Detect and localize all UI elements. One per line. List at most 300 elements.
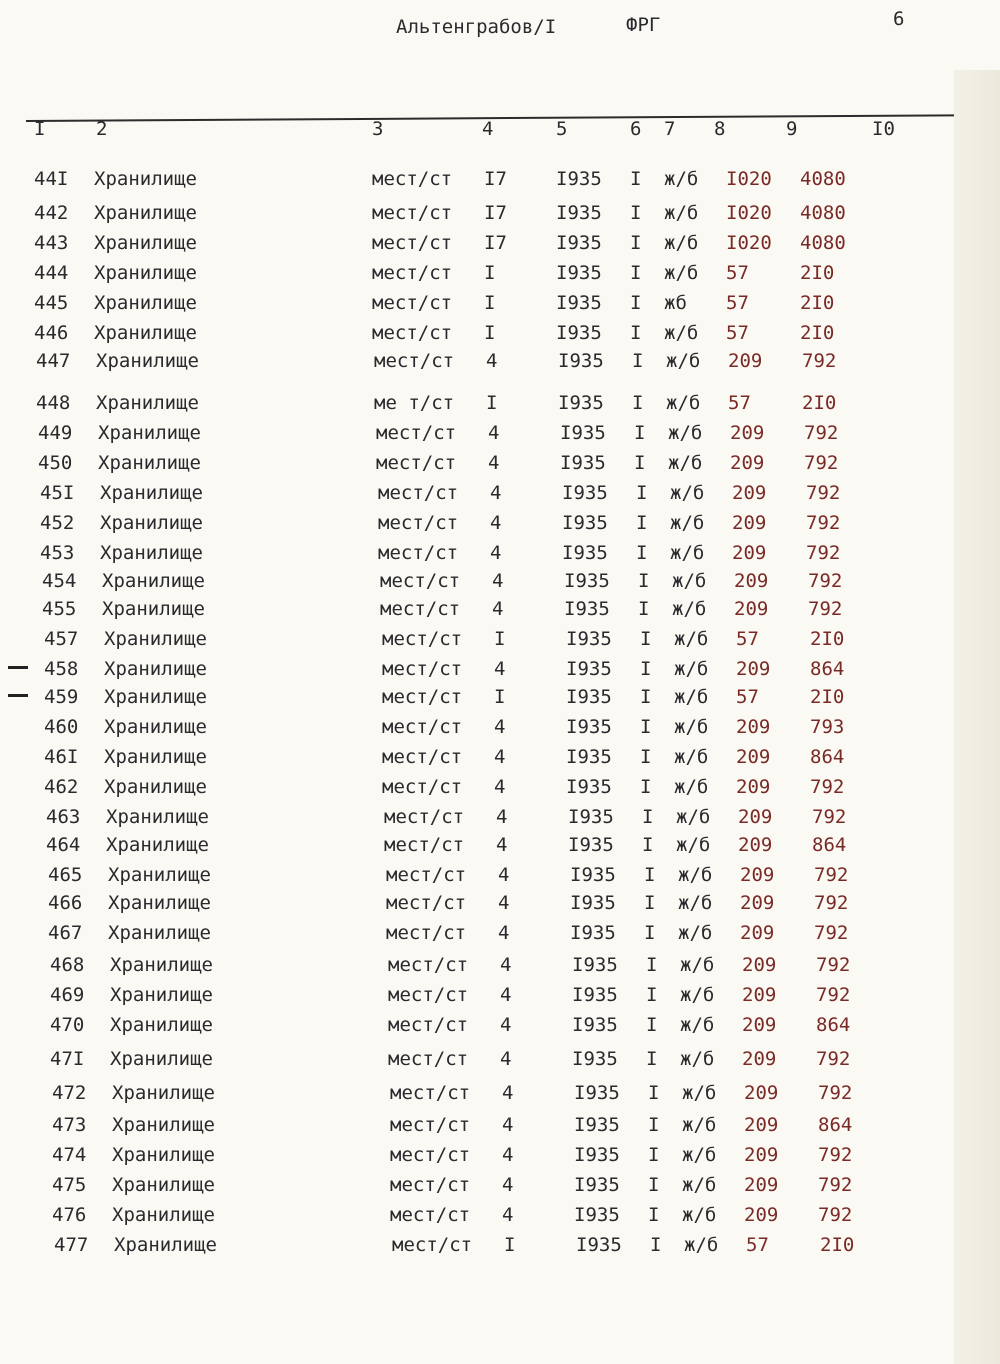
value-a: I020: [726, 232, 772, 254]
material: ж/б: [674, 776, 709, 798]
column-header: 3: [372, 118, 384, 140]
category: мест/ст: [378, 542, 459, 564]
value-a: 57: [728, 392, 751, 414]
quantity: 4: [502, 1204, 514, 1226]
class: I: [632, 392, 644, 414]
category: мест/ст: [384, 834, 465, 856]
quantity: I7: [484, 168, 507, 190]
category: мест/ст: [390, 1144, 471, 1166]
category: мест/ст: [382, 686, 463, 708]
value-b: 2I0: [820, 1234, 855, 1256]
row-number: 45I: [40, 482, 75, 504]
quantity: 4: [500, 1048, 512, 1070]
material: ж/б: [676, 806, 711, 828]
material: ж/б: [674, 746, 709, 768]
row-number: 453: [40, 542, 75, 564]
class: I: [630, 262, 642, 284]
value-b: 2I0: [800, 292, 835, 314]
class: I: [630, 202, 642, 224]
class: I: [646, 984, 658, 1006]
year: I935: [556, 202, 602, 224]
class: I: [648, 1082, 660, 1104]
class: I: [646, 1048, 658, 1070]
year: I935: [566, 716, 612, 738]
row-number: 455: [42, 598, 77, 620]
year: I935: [574, 1082, 620, 1104]
table-row: [52, 1082, 952, 1108]
row-number: 446: [34, 322, 69, 344]
value-a: 209: [744, 1174, 779, 1196]
value-b: 2I0: [800, 322, 835, 344]
value-b: 792: [802, 350, 837, 372]
quantity: I: [494, 628, 506, 650]
value-b: 792: [818, 1174, 853, 1196]
class: I: [646, 1014, 658, 1036]
value-b: 792: [818, 1204, 853, 1226]
year: I935: [574, 1204, 620, 1226]
row-number: 462: [44, 776, 79, 798]
class: I: [640, 628, 652, 650]
value-b: 792: [818, 1082, 853, 1104]
year: I935: [558, 392, 604, 414]
page-number: 6: [893, 8, 905, 30]
class: I: [648, 1114, 660, 1136]
material: ж/б: [684, 1234, 719, 1256]
object-name: Хранилище: [98, 452, 201, 474]
value-a: I020: [726, 202, 772, 224]
row-number: 458: [44, 658, 79, 680]
object-name: Хранилище: [104, 746, 207, 768]
class: I: [644, 864, 656, 886]
row-number: 466: [48, 892, 83, 914]
value-a: 209: [740, 864, 775, 886]
class: I: [640, 686, 652, 708]
year: I935: [570, 892, 616, 914]
material: ж/б: [672, 598, 707, 620]
year: I935: [574, 1114, 620, 1136]
quantity: 4: [492, 598, 504, 620]
year: I935: [556, 322, 602, 344]
quantity: 4: [494, 746, 506, 768]
table-row: [52, 1174, 952, 1200]
column-header: 8: [714, 118, 726, 140]
value-a: I020: [726, 168, 772, 190]
value-a: 209: [742, 954, 777, 976]
quantity: 4: [502, 1174, 514, 1196]
quantity: 4: [494, 658, 506, 680]
year: I935: [572, 954, 618, 976]
year: I935: [560, 422, 606, 444]
class: I: [644, 892, 656, 914]
category: мест/ст: [382, 776, 463, 798]
material: ж/б: [676, 834, 711, 856]
column-header: 7: [664, 118, 676, 140]
object-name: Хранилище: [100, 512, 203, 534]
year: I935: [566, 746, 612, 768]
quantity: I: [484, 322, 496, 344]
value-a: 57: [736, 628, 759, 650]
year: I935: [564, 598, 610, 620]
class: I: [650, 1234, 662, 1256]
value-b: 792: [808, 570, 843, 592]
table-row: [34, 262, 934, 288]
class: I: [648, 1204, 660, 1226]
category: мест/ст: [372, 232, 453, 254]
table-row: [50, 954, 950, 980]
column-header: 5: [556, 118, 568, 140]
year: I935: [566, 628, 612, 650]
object-name: Хранилище: [104, 776, 207, 798]
class: I: [646, 954, 658, 976]
category: мест/ст: [372, 202, 453, 224]
year: I935: [556, 232, 602, 254]
class: I: [634, 452, 646, 474]
class: I: [640, 776, 652, 798]
table-row: [40, 542, 940, 568]
quantity: I: [484, 292, 496, 314]
row-number: 457: [44, 628, 79, 650]
value-a: 57: [726, 292, 749, 314]
class: I: [638, 570, 650, 592]
object-name: Хранилище: [94, 262, 197, 284]
value-b: 792: [804, 422, 839, 444]
row-number: 464: [46, 834, 81, 856]
column-header: I: [34, 118, 46, 140]
object-name: Хранилище: [94, 202, 197, 224]
class: I: [644, 922, 656, 944]
year: I935: [556, 168, 602, 190]
quantity: 4: [494, 776, 506, 798]
object-name: Хранилище: [106, 834, 209, 856]
row-number: 474: [52, 1144, 87, 1166]
value-b: 2I0: [810, 686, 845, 708]
material: ж/б: [664, 232, 699, 254]
table-row: [34, 202, 934, 228]
year: I935: [556, 292, 602, 314]
category: мест/ст: [382, 628, 463, 650]
material: ж/б: [664, 322, 699, 344]
value-a: 209: [730, 452, 765, 474]
class: I: [630, 322, 642, 344]
value-b: 792: [814, 864, 849, 886]
quantity: I: [504, 1234, 516, 1256]
value-a: 57: [736, 686, 759, 708]
object-name: Хранилище: [108, 864, 211, 886]
row-number: 472: [52, 1082, 87, 1104]
class: I: [648, 1174, 660, 1196]
object-name: Хранилище: [110, 954, 213, 976]
country-label: ФРГ: [626, 14, 661, 36]
year: I935: [564, 570, 610, 592]
class: I: [636, 512, 648, 534]
table-row: [34, 232, 934, 258]
row-number: 452: [40, 512, 75, 534]
quantity: 4: [502, 1082, 514, 1104]
quantity: 4: [486, 350, 498, 372]
column-header: 9: [786, 118, 798, 140]
material: ж/б: [664, 202, 699, 224]
column-header: 4: [482, 118, 494, 140]
year: I935: [566, 686, 612, 708]
object-name: Хранилище: [102, 598, 205, 620]
year: I935: [568, 806, 614, 828]
class: I: [638, 598, 650, 620]
year: I935: [572, 984, 618, 1006]
material: ж/б: [674, 716, 709, 738]
class: I: [642, 834, 654, 856]
quantity: I: [484, 262, 496, 284]
table-row: [34, 322, 934, 348]
table-row: [44, 686, 944, 712]
value-a: 209: [744, 1114, 779, 1136]
row-number: 463: [46, 806, 81, 828]
object-name: Хранилище: [96, 392, 199, 414]
quantity: I: [486, 392, 498, 414]
value-a: 209: [734, 570, 769, 592]
margin-mark: [8, 666, 28, 669]
row-number: 447: [36, 350, 71, 372]
object-name: Хранилище: [110, 1014, 213, 1036]
object-name: Хранилище: [104, 686, 207, 708]
row-number: 477: [54, 1234, 89, 1256]
row-number: 448: [36, 392, 71, 414]
table-row: [48, 864, 948, 890]
class: I: [640, 716, 652, 738]
row-number: 442: [34, 202, 69, 224]
quantity: I: [494, 686, 506, 708]
material: ж/б: [672, 570, 707, 592]
class: I: [642, 806, 654, 828]
value-b: 792: [816, 954, 851, 976]
object-name: Хранилище: [108, 892, 211, 914]
material: ж/б: [664, 168, 699, 190]
category: мест/ст: [384, 806, 465, 828]
material: ж/б: [680, 1048, 715, 1070]
table-row: [36, 350, 936, 376]
year: I935: [570, 922, 616, 944]
row-number: 445: [34, 292, 69, 314]
table-row: [48, 892, 948, 918]
material: ж/б: [678, 922, 713, 944]
row-number: 470: [50, 1014, 85, 1036]
value-b: 792: [816, 984, 851, 1006]
table-row: [38, 422, 938, 448]
value-b: 792: [806, 542, 841, 564]
value-b: 792: [806, 512, 841, 534]
material: ж/б: [664, 262, 699, 284]
value-a: 209: [734, 598, 769, 620]
table-row: [44, 658, 944, 684]
object-name: Хранилище: [94, 168, 197, 190]
margin-mark: [8, 694, 28, 697]
material: ж/б: [680, 1014, 715, 1036]
object-name: Хранилище: [104, 716, 207, 738]
value-b: 2I0: [800, 262, 835, 284]
location-title: Альтенграбов/I: [396, 16, 557, 38]
category: мест/ст: [374, 350, 455, 372]
class: I: [636, 542, 648, 564]
material: ж/б: [682, 1082, 717, 1104]
year: I935: [576, 1234, 622, 1256]
category: мест/ст: [390, 1204, 471, 1226]
year: I935: [556, 262, 602, 284]
material: ж/б: [682, 1144, 717, 1166]
value-b: 2I0: [802, 392, 837, 414]
quantity: 4: [496, 806, 508, 828]
category: мест/ст: [388, 1014, 469, 1036]
table-row: [44, 716, 944, 742]
value-a: 209: [730, 422, 765, 444]
row-number: 46I: [44, 746, 79, 768]
row-number: 443: [34, 232, 69, 254]
value-a: 209: [732, 512, 767, 534]
object-name: Хранилище: [112, 1082, 215, 1104]
value-b: 792: [816, 1048, 851, 1070]
value-b: 793: [810, 716, 845, 738]
object-name: Хранилище: [112, 1144, 215, 1166]
value-a: 209: [740, 922, 775, 944]
value-a: 209: [744, 1082, 779, 1104]
value-a: 209: [742, 1014, 777, 1036]
row-number: 473: [52, 1114, 87, 1136]
material: ж/б: [670, 482, 705, 504]
table-row: [50, 1048, 950, 1074]
material: ж/б: [678, 864, 713, 886]
value-b: 792: [810, 776, 845, 798]
table-row: [54, 1234, 954, 1260]
value-b: 792: [818, 1144, 853, 1166]
quantity: 4: [502, 1114, 514, 1136]
value-b: 2I0: [810, 628, 845, 650]
year: I935: [562, 512, 608, 534]
row-number: 449: [38, 422, 73, 444]
value-a: 209: [742, 1048, 777, 1070]
material: жб: [664, 292, 687, 314]
quantity: 4: [488, 422, 500, 444]
object-name: Хранилище: [110, 1048, 213, 1070]
category: мест/ст: [382, 746, 463, 768]
category: мест/ст: [382, 658, 463, 680]
object-name: Хранилище: [112, 1204, 215, 1226]
class: I: [640, 658, 652, 680]
table-row: [46, 834, 946, 860]
category: мест/ст: [390, 1174, 471, 1196]
value-a: 209: [736, 746, 771, 768]
quantity: 4: [498, 922, 510, 944]
value-a: 209: [736, 776, 771, 798]
value-b: 864: [812, 834, 847, 856]
object-name: Хранилище: [94, 232, 197, 254]
category: мест/ст: [388, 984, 469, 1006]
category: мест/ст: [372, 168, 453, 190]
year: I935: [570, 864, 616, 886]
value-b: 864: [818, 1114, 853, 1136]
material: ж/б: [682, 1114, 717, 1136]
table-row: [34, 292, 934, 318]
value-a: 209: [732, 482, 767, 504]
category: мест/ст: [378, 512, 459, 534]
quantity: 4: [500, 954, 512, 976]
column-header: I0: [872, 118, 895, 140]
quantity: 4: [500, 1014, 512, 1036]
category: ме т/ст: [374, 392, 455, 414]
category: мест/ст: [386, 892, 467, 914]
category: мест/ст: [372, 262, 453, 284]
object-name: Хранилище: [110, 984, 213, 1006]
row-number: 467: [48, 922, 83, 944]
value-b: 792: [814, 892, 849, 914]
year: I935: [568, 834, 614, 856]
table-row: [50, 984, 950, 1010]
object-name: Хранилище: [94, 322, 197, 344]
quantity: 4: [494, 716, 506, 738]
material: ж/б: [668, 452, 703, 474]
table-row: [40, 512, 940, 538]
value-b: 792: [804, 452, 839, 474]
value-a: 57: [726, 322, 749, 344]
class: I: [630, 232, 642, 254]
object-name: Хранилище: [112, 1174, 215, 1196]
material: ж/б: [666, 350, 701, 372]
table-row: [52, 1114, 952, 1140]
material: ж/б: [670, 512, 705, 534]
object-name: Хранилище: [108, 922, 211, 944]
value-a: 209: [742, 984, 777, 1006]
material: ж/б: [674, 686, 709, 708]
row-number: 454: [42, 570, 77, 592]
quantity: 4: [502, 1144, 514, 1166]
value-b: 792: [814, 922, 849, 944]
year: I935: [574, 1174, 620, 1196]
object-name: Хранилище: [104, 658, 207, 680]
object-name: Хранилище: [100, 542, 203, 564]
quantity: 4: [490, 512, 502, 534]
table-row: [44, 776, 944, 802]
category: мест/ст: [372, 322, 453, 344]
quantity: 4: [500, 984, 512, 1006]
material: ж/б: [680, 984, 715, 1006]
table-row: [48, 922, 948, 948]
category: мест/ст: [386, 922, 467, 944]
category: мест/ст: [380, 598, 461, 620]
row-number: 476: [52, 1204, 87, 1226]
table-row: [52, 1204, 952, 1230]
quantity: 4: [498, 892, 510, 914]
column-header: 6: [630, 118, 642, 140]
material: ж/б: [674, 628, 709, 650]
value-b: 864: [810, 658, 845, 680]
category: мест/ст: [382, 716, 463, 738]
quantity: 4: [490, 482, 502, 504]
category: мест/ст: [376, 452, 457, 474]
table-row: [50, 1014, 950, 1040]
year: I935: [562, 542, 608, 564]
row-number: 468: [50, 954, 85, 976]
category: мест/ст: [380, 570, 461, 592]
material: ж/б: [668, 422, 703, 444]
quantity: 4: [498, 864, 510, 886]
quantity: 4: [488, 452, 500, 474]
category: мест/ст: [376, 422, 457, 444]
material: ж/б: [666, 392, 701, 414]
value-a: 209: [744, 1204, 779, 1226]
value-b: 792: [812, 806, 847, 828]
row-number: 47I: [50, 1048, 85, 1070]
class: I: [632, 350, 644, 372]
object-name: Хранилище: [106, 806, 209, 828]
value-a: 209: [740, 892, 775, 914]
value-a: 209: [738, 806, 773, 828]
